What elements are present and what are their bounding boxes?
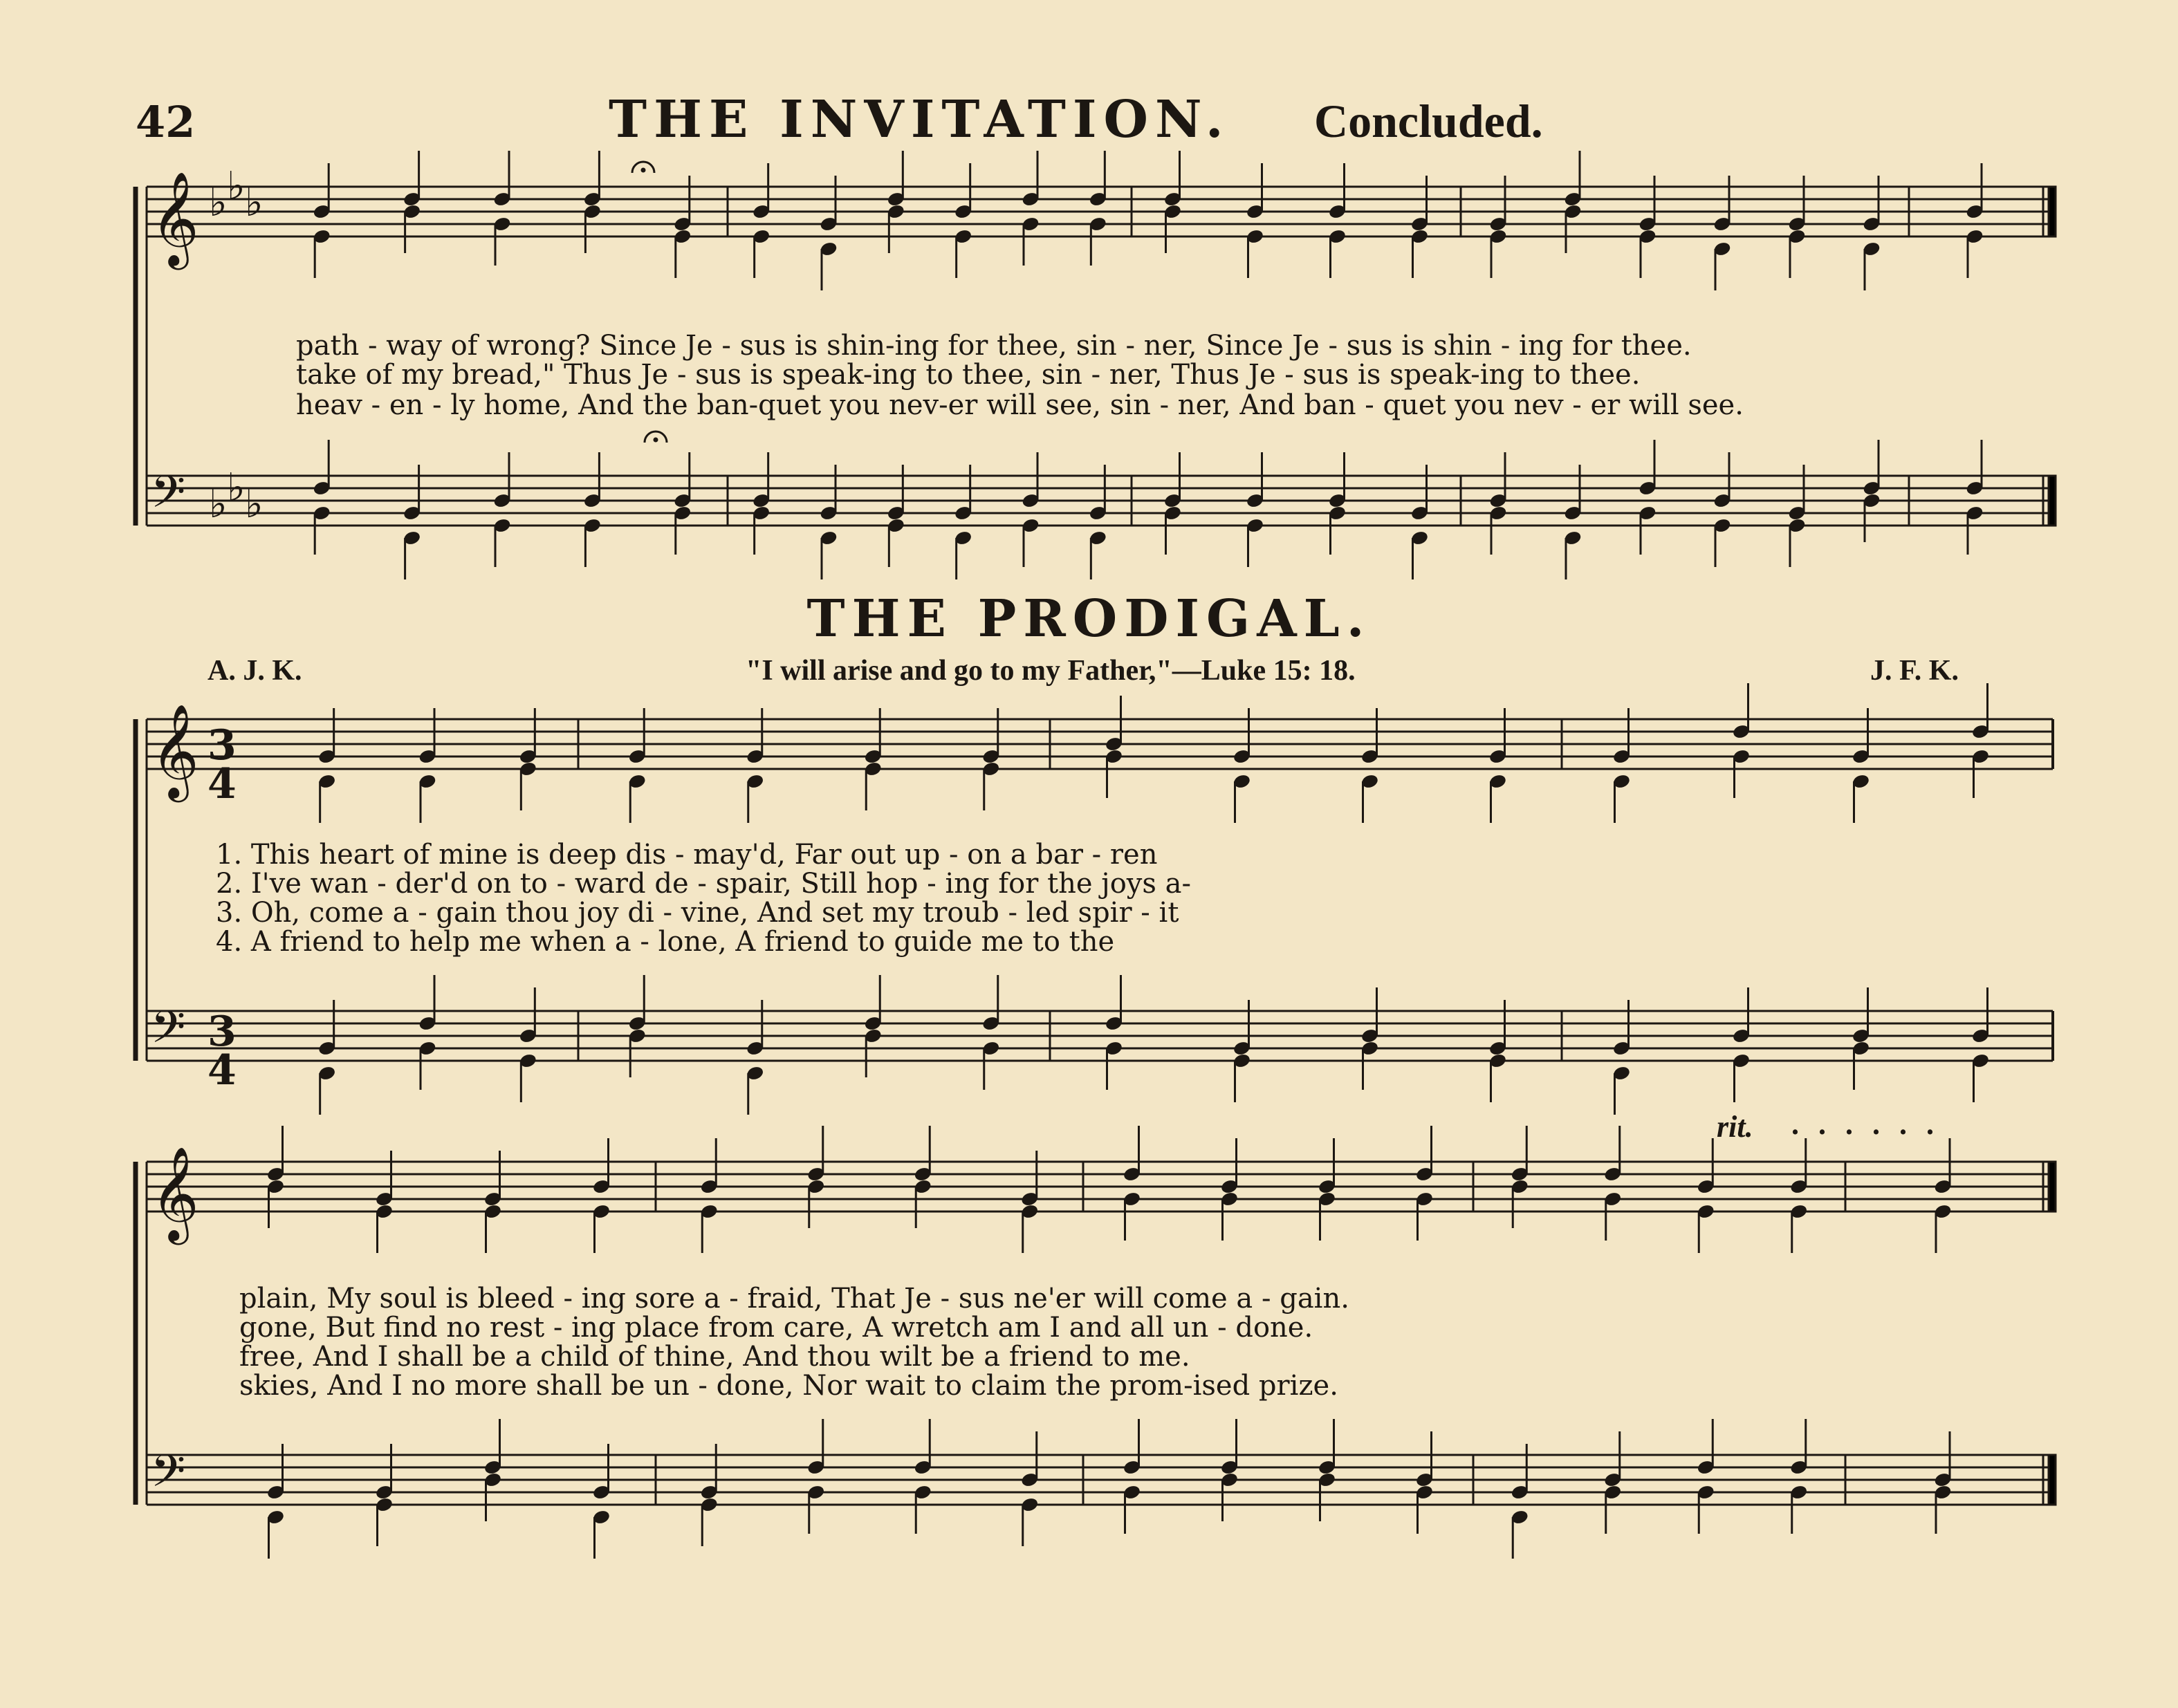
fermata-dot xyxy=(654,438,658,442)
page-number: 42 xyxy=(136,97,196,147)
flat-icon: ♭ xyxy=(245,482,264,527)
ritardando-mark: rit. xyxy=(1717,1110,1753,1144)
final-barline-thick xyxy=(2049,1162,2056,1212)
treble-clef-icon: 𝄞 xyxy=(151,170,199,266)
epigraph: "I will arise and go to my Father,"—Luke 15: 18. xyxy=(746,655,1356,687)
treble-clef-icon: 𝄞 xyxy=(151,703,199,798)
final-barline-thick xyxy=(2049,187,2056,236)
verse-2-line-2: gone, But find no rest - ing place from care, A wretch am I and all un - done. xyxy=(239,1312,1313,1344)
author-right: J. F. K. xyxy=(1870,655,1959,687)
lyric-line-3: heav - en - ly home, And the ban-quet you nev-er will see, sin - ner, And ban - quet you nev - er will see. xyxy=(296,389,1744,421)
author-left: A. J. K. xyxy=(207,655,302,687)
flat-icon: ♭ xyxy=(209,180,228,225)
verse-1-line-1: 1. This heart of mine is deep dis - may'd, Far out up - on a bar - ren xyxy=(216,839,1158,871)
time-signature-bass-lower: 4 xyxy=(207,1046,237,1095)
flat-icon: ♭ xyxy=(227,465,246,510)
treble-clef-icon: 𝄞 xyxy=(151,1145,199,1241)
final-barline-thick xyxy=(2049,1455,2056,1505)
verse-2-line-1: 2. I've wan - der'd on to - ward de - spair, Still hop - ing for the joys a- xyxy=(216,868,1191,900)
verse-3-line-2: free, And I shall be a child of thine, And thou wilt be a friend to me. xyxy=(239,1341,1190,1373)
fermata-dot xyxy=(641,168,645,172)
verse-1-line-2: plain, My soul is bleed - ing sore a - fraid, That Je - sus ne'er will come a - gain. xyxy=(239,1283,1349,1315)
final-barline-thick xyxy=(2049,476,2056,526)
hymn-title-invitation: THE INVITATION. xyxy=(609,90,1230,149)
verse-4-line-2: skies, And I no more shall be un - done, Nor wait to claim the prom-ised prize. xyxy=(239,1370,1338,1402)
bass-clef-icon: 𝄢 xyxy=(151,1446,186,1508)
verse-4-line-1: 4. A friend to help me when a - lone, A friend to guide me to the xyxy=(216,926,1115,958)
time-signature-treble: 3 xyxy=(207,721,237,770)
verse-3-line-1: 3. Oh, come a - gain thou joy di - vine, And set my troub - led spir - it xyxy=(216,897,1179,929)
hymn-subtitle-concluded: Concluded. xyxy=(1314,95,1543,147)
flat-icon: ♭ xyxy=(227,164,246,209)
time-signature-treble-lower: 4 xyxy=(207,760,237,808)
lyric-line-2: take of my bread," Thus Je - sus is speak-ing to thee, sin - ner, Thus Je - sus is speak-ing to thee. xyxy=(296,359,1641,391)
hymn-title-prodigal: THE PRODIGAL. xyxy=(806,589,1372,649)
time-signature-bass: 3 xyxy=(207,1008,237,1056)
lyric-line-1: path - way of wrong? Since Je - sus is shin-ing for thee, sin - ner, Since Je - sus is shin - ing for thee. xyxy=(296,330,1692,362)
ritardando-dots: ...... xyxy=(1791,1107,1953,1141)
bass-clef-icon: 𝄢 xyxy=(151,1002,186,1064)
bass-clef-icon: 𝄢 xyxy=(151,467,186,529)
flat-icon: ♭ xyxy=(245,180,264,225)
flat-icon: ♭ xyxy=(209,482,228,527)
